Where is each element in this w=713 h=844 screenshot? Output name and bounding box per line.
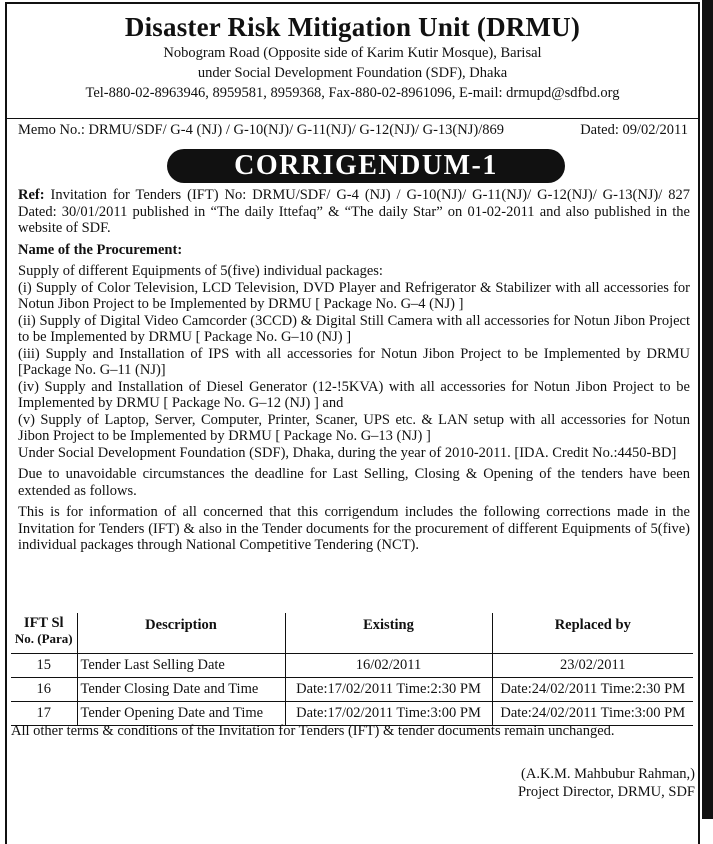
- cell-sl: 17: [11, 702, 77, 726]
- table-row: [11, 654, 693, 678]
- col-sl-line2: No. (Para): [14, 631, 73, 646]
- contact-line: Tel-880-02-8963946, 8959581, 8959368, Fax-880-02-8961096, E-mail: drmupd@sdfbd.org: [85, 85, 620, 101]
- memo-bar: [7, 118, 698, 139]
- cell-sl: 16: [11, 678, 77, 702]
- package-item: (v) Supply of Laptop, Server, Computer, Printer, Scaner, UPS etc. & LAN setup with all accessories for Notun Jibon Project to be Implemented by DRMU [ Package No. G–13 (NJ) ]: [18, 411, 690, 444]
- cell-existing: 16/02/2011: [285, 654, 492, 678]
- cell-description: Tender Opening Date and Time: [77, 702, 285, 726]
- letterhead: [7, 12, 698, 103]
- cell-existing: Date:17/02/2011 Time:2:30 PM: [285, 678, 492, 702]
- cell-description: Tender Closing Date and Time: [77, 678, 285, 702]
- notice-body: [18, 187, 690, 554]
- address-line-1: Nobogram Road (Opposite side of Karim Kutir Mosque), Barisal: [163, 45, 542, 61]
- ref-label: Ref:: [18, 187, 45, 203]
- signatory-name: (A.K.M. Mahbubur Rahman,): [521, 766, 695, 782]
- closing-statement: All other terms & conditions of the Invitation for Tenders (IFT) & tender documents remain unchanged.: [11, 723, 615, 739]
- col-existing: Existing: [285, 613, 492, 654]
- signatory-title: Project Director, DRMU, SDF: [517, 784, 695, 800]
- cell-replaced: Date:24/02/2011 Time:2:30 PM: [492, 678, 693, 702]
- cell-description: Tender Last Selling Date: [77, 654, 285, 678]
- ref-text: Invitation for Tenders (IFT) No: DRMU/SDF/ G-4 (NJ) / G-10(NJ)/ G-11(NJ)/ G-12(NJ)/ G-13(NJ)/ 827 Dated: 30/01/2011 published in “The daily Ittefaq” & “The daily Star” on 01-02-2011 and also published in the website of SDF.: [18, 187, 690, 236]
- address-line-2: under Social Development Foundation (SDF), Dhaka: [197, 65, 508, 81]
- corrigendum-banner: CORRIGENDUM-1: [167, 149, 565, 183]
- procurement-under: Under Social Development Foundation (SDF), Dhaka, during the year of 2010-2011. [IDA. Credit No.:4450-BD]: [18, 444, 677, 461]
- package-item: (iii) Supply and Installation of IPS with all accessories for Notun Jibon Project to be Implemented by DRMU [Package No. G–11 (NJ)]: [18, 345, 690, 378]
- cell-replaced: 23/02/2011: [492, 654, 693, 678]
- procurement-heading: Name of the Procurement:: [18, 241, 183, 258]
- information-paragraph: This is for information of all concerned that this corrigendum includes the following corrections made in the Invitation for Tenders (IFT) & also in the Tender documents for the procurement of different Equipments of 5(five) individual packages through National Competitive Tendering (NCT).: [18, 504, 690, 553]
- extension-paragraph: Due to unavoidable circumstances the deadline for Last Selling, Closing & Opening of the tenders have been extended as follows.: [18, 466, 690, 499]
- procurement-intro: Supply of different Equipments of 5(five) individual packages:: [18, 263, 383, 279]
- cell-replaced: Date:24/02/2011 Time:3:00 PM: [492, 702, 693, 726]
- package-item: (iv) Supply and Installation of Diesel Generator (12-!5KVA) with all accessories for Notun Jibon Project to be Implemented by DRMU [ Package No. G–12 (NJ) ] and: [18, 378, 690, 411]
- memo-date: Dated: 09/02/2011: [580, 122, 688, 138]
- package-item: (i) Supply of Color Television, LCD Television, DVD Player and Refrigerator & Stabilizer with all accessories for Notun Jibon Project to be Implemented by DRMU [ Package No. G–4 (NJ) ]: [18, 279, 690, 312]
- cell-sl: 15: [11, 654, 77, 678]
- cell-existing: Date:17/02/2011 Time:3:00 PM: [285, 702, 492, 726]
- memo-number: Memo No.: DRMU/SDF/ G-4 (NJ) / G-10(NJ)/ G-11(NJ)/ G-12(NJ)/ G-13(NJ)/869: [18, 122, 504, 138]
- package-item: (ii) Supply of Digital Video Camcorder (3CCD) & Digital Still Camera with all accessories for Notun Jibon Project to be Implemented by DRMU [ Package No. G–10 (NJ) ]: [18, 312, 690, 345]
- table-header: [11, 613, 693, 654]
- org-name: Disaster Risk Mitigation Unit (DRMU): [124, 12, 581, 42]
- reference: [18, 187, 690, 237]
- right-edge-bar: [702, 0, 713, 819]
- table-row: [11, 702, 693, 726]
- table-row: [11, 678, 693, 702]
- col-replaced: Replaced by: [492, 613, 693, 654]
- signature-block: [518, 765, 695, 801]
- col-sl-line1: IFT Sl: [23, 615, 64, 631]
- col-description: Description: [77, 613, 285, 654]
- corrections-table: [11, 613, 693, 726]
- col-sl: [11, 613, 77, 654]
